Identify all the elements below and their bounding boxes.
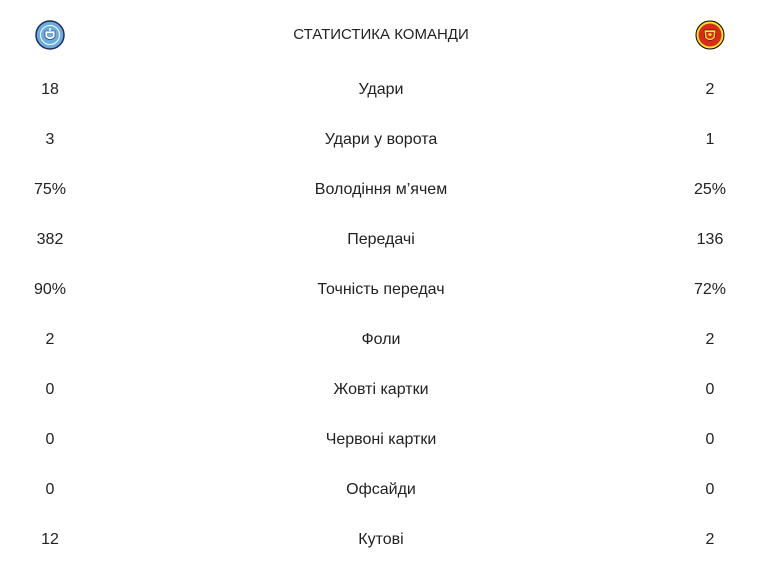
stat-row bbox=[0, 165, 762, 215]
manchester-united-crest-icon bbox=[695, 20, 725, 50]
stat-row bbox=[0, 465, 762, 515]
away-stat-value: 2 bbox=[705, 331, 715, 348]
away-stat-value: 136 bbox=[696, 231, 724, 248]
away-stat-value: 0 bbox=[705, 381, 715, 398]
away-stat-value: 0 bbox=[705, 431, 715, 448]
stat-row bbox=[0, 265, 762, 315]
home-stat-value: 0 bbox=[45, 481, 55, 498]
away-stat-value: 2 bbox=[705, 81, 715, 98]
home-stat-value: 18 bbox=[41, 81, 59, 98]
home-stat-value: 382 bbox=[36, 231, 64, 248]
stat-label: Передачі bbox=[347, 231, 415, 248]
home-stat-value: 0 bbox=[45, 381, 55, 398]
stat-label: Фоли bbox=[361, 331, 401, 348]
stat-row bbox=[0, 515, 762, 565]
stat-row bbox=[0, 315, 762, 365]
stat-row bbox=[0, 65, 762, 115]
home-stat-value: 90% bbox=[33, 281, 67, 298]
stats-title: СТАТИСТИКА КОМАНДИ bbox=[293, 26, 469, 43]
home-stat-value: 3 bbox=[45, 131, 55, 148]
stat-label: Офсайди bbox=[346, 481, 416, 498]
stats-table bbox=[0, 65, 762, 565]
stat-label: Володіння м’ячем bbox=[314, 181, 448, 198]
stat-label: Жовті картки bbox=[333, 381, 429, 398]
stat-label: Червоні картки bbox=[325, 431, 437, 448]
away-stat-value: 72% bbox=[693, 281, 727, 298]
stat-label: Удари bbox=[358, 81, 404, 98]
stat-label: Кутові bbox=[358, 531, 404, 548]
home-stat-value: 2 bbox=[45, 331, 55, 348]
stat-label: Точність передач bbox=[317, 281, 445, 298]
away-stat-value: 0 bbox=[705, 481, 715, 498]
home-stat-value: 0 bbox=[45, 431, 55, 448]
stat-label: Удари у ворота bbox=[324, 131, 438, 148]
stat-row bbox=[0, 215, 762, 265]
stat-row bbox=[0, 365, 762, 415]
away-stat-value: 25% bbox=[693, 181, 727, 198]
stats-header bbox=[0, 10, 762, 60]
home-stat-value: 75% bbox=[33, 181, 67, 198]
away-stat-value: 2 bbox=[705, 531, 715, 548]
home-stat-value: 12 bbox=[41, 531, 59, 548]
stat-row bbox=[0, 115, 762, 165]
away-stat-value: 1 bbox=[705, 131, 715, 148]
stat-row bbox=[0, 415, 762, 465]
